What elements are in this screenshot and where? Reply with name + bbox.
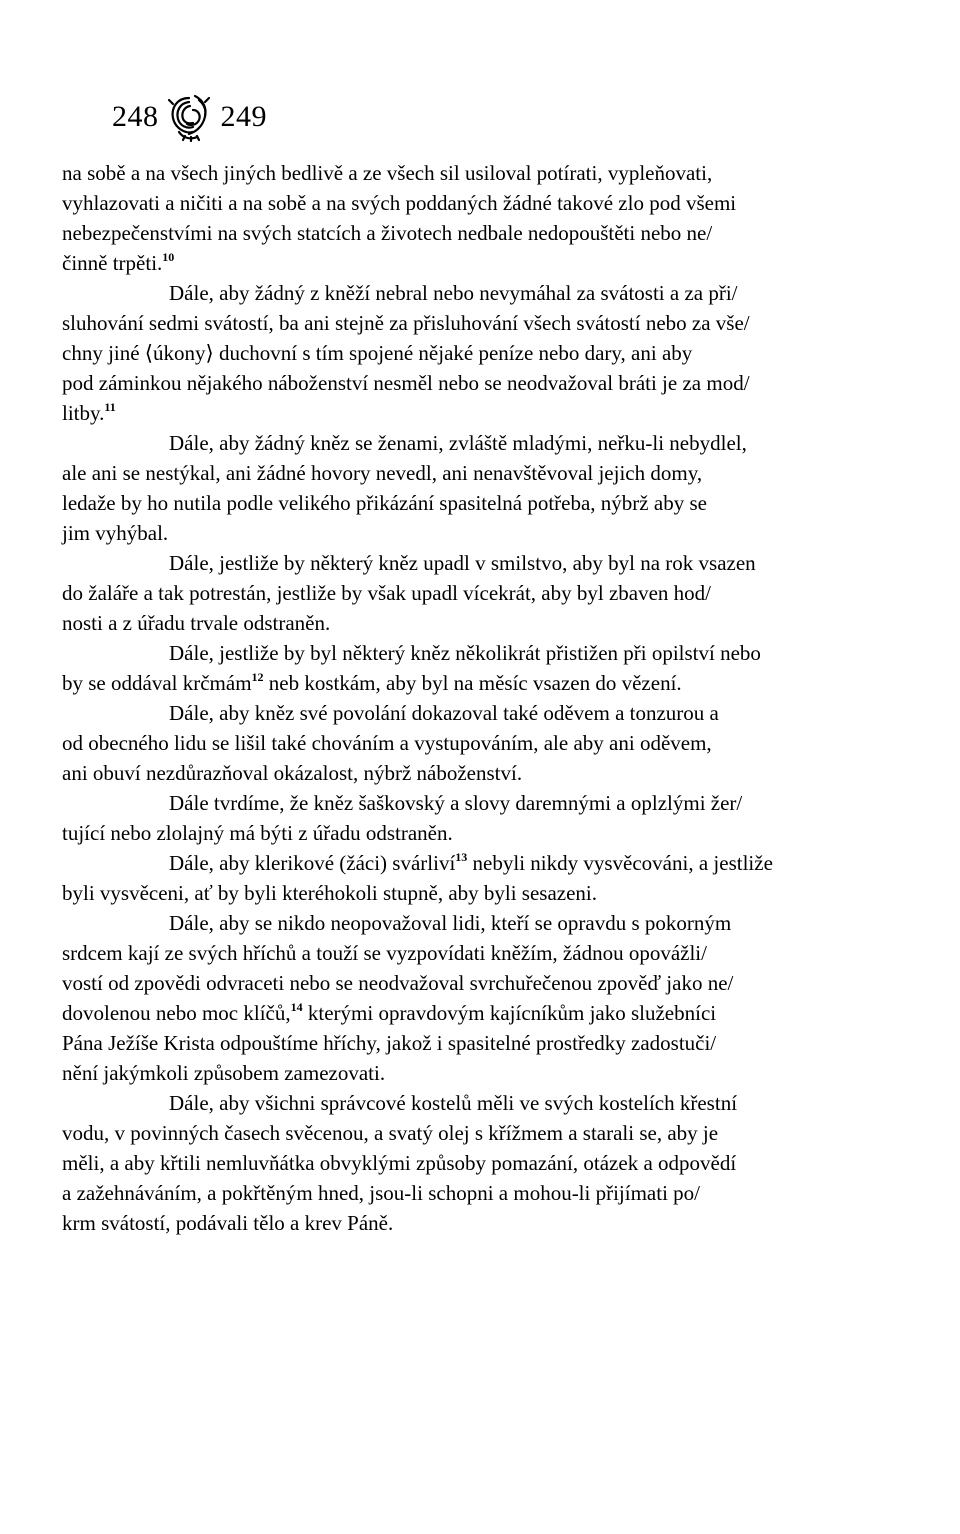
paragraph: [62, 638, 902, 698]
line-text: činně trpěti.: [62, 251, 163, 275]
line-text: vyhlazovati a ničiti a na sobě a na svých poddaných žádné takové zlo pod všemi: [62, 191, 737, 215]
line-text: Pána Ježíše Krista odpouštíme hříchy, jakož i spasitelné prostředky zadostuči/: [62, 1031, 717, 1055]
page-header: [112, 88, 902, 146]
line-text: ani obuví nezdůrazňoval okázalost, nýbrž náboženství.: [62, 761, 523, 785]
text-line: [62, 1118, 902, 1148]
paragraph: [62, 1088, 902, 1238]
text-line: [62, 158, 902, 188]
line-text: Dále, aby se nikdo neopovažoval lidi, kteří se opravdu s pokorným: [169, 911, 732, 935]
line-text: Dále, jestliže by některý kněz upadl v smilstvo, aby byl na rok vsazen: [169, 551, 756, 575]
line-text: dovolenou nebo moc klíčů,: [62, 1001, 291, 1025]
paragraph: [62, 278, 902, 428]
text-line: [62, 608, 902, 638]
text-line: [62, 1148, 902, 1178]
text-line: [62, 638, 902, 668]
line-text: litby.: [62, 401, 105, 425]
line-text: nosti a z úřadu trvale odstraněn.: [62, 611, 331, 635]
line-text: srdcem kají ze svých hříchů a touží se vyzpovídati kněžím, žádnou opovážli/: [62, 941, 707, 965]
text-line: [62, 1178, 902, 1208]
text-line: [62, 1058, 902, 1088]
text-line: [62, 218, 902, 248]
line-text: Dále, aby žádný z kněží nebral nebo nevymáhal za svátosti a za při/: [169, 281, 738, 305]
text-line: [62, 848, 902, 878]
text-line: [62, 728, 902, 758]
line-text: nění jakýmkoli způsobem zamezovati.: [62, 1061, 386, 1085]
line-text: vostí od zpovědi odvraceti nebo se neodvažoval svrchuřečenou zpověď jako ne/: [62, 971, 734, 995]
line-text: Dále, aby všichni správcové kostelů měli ve svých kostelích křestní: [169, 1091, 738, 1115]
text-line: [62, 908, 902, 938]
text-line: [62, 698, 902, 728]
line-text: chny jiné ⟨úkony⟩ duchovní s tím spojené nějaké peníze nebo dary, ani aby: [62, 341, 693, 365]
line-text: ledaže by ho nutila podle velikého přikázání spasitelná potřeba, nýbrž aby se: [62, 491, 707, 515]
text-line: [62, 548, 902, 578]
line-text: Dále, aby žádný kněz se ženami, zvláště mladými, neřku-li nebydlel,: [169, 431, 747, 455]
line-text: a zažehnáváním, a pokřtěným hned, jsou-li schopni a mohou-li přijímati po/: [62, 1181, 701, 1205]
footnote-marker: 13: [455, 850, 468, 864]
text-line: [62, 1028, 902, 1058]
body-text: [62, 158, 902, 1238]
line-text: Dále, aby kněz své povolání dokazoval také oděvem a tonzurou a: [169, 701, 719, 725]
paragraph: [62, 908, 902, 1088]
text-line: [62, 998, 902, 1028]
text-line: [62, 428, 902, 458]
text-line: [62, 878, 902, 908]
line-text: vodu, v povinných časech svěcenou, a svatý olej s křížmem a starali se, aby je: [62, 1121, 719, 1145]
text-line: [62, 488, 902, 518]
text-line: [62, 578, 902, 608]
text-line: [62, 818, 902, 848]
line-text: Dále, aby klerikové (žáci) svárliví: [169, 851, 456, 875]
paragraph: [62, 788, 902, 848]
text-line: [62, 1088, 902, 1118]
text-line: [62, 518, 902, 548]
text-line: [62, 398, 902, 428]
paragraph: [62, 428, 902, 548]
line-text: na sobě a na všech jiných bedlivě a ze všech sil usiloval potírati, vypleňovati,: [62, 161, 713, 185]
page: [62, 88, 902, 1238]
line-text-after: nebyli nikdy vysvěcováni, a jestliže: [467, 851, 773, 875]
paragraph: [62, 848, 902, 908]
footnote-marker: 11: [104, 400, 116, 414]
text-line: [62, 938, 902, 968]
page-number-left: 248: [112, 100, 159, 133]
text-line: [62, 308, 902, 338]
text-line: [62, 248, 902, 278]
text-line: [62, 668, 902, 698]
text-line: [62, 758, 902, 788]
line-text: do žaláře a tak potrestán, jestliže by však upadl vícekrát, aby byl zbaven hod/: [62, 581, 712, 605]
paragraph: [62, 548, 902, 638]
text-line: [62, 788, 902, 818]
footnote-marker: 12: [251, 670, 264, 684]
line-text: jim vyhýbal.: [62, 521, 169, 545]
line-text: nebezpečenstvími na svých statcích a životech nedbale nedopouštěti nebo ne/: [62, 221, 713, 245]
text-line: [62, 278, 902, 308]
footnote-marker: 10: [162, 250, 175, 264]
line-text: krm svátostí, podávali tělo a krev Páně.: [62, 1211, 394, 1235]
text-line: [62, 458, 902, 488]
swirl-ornament-icon: [165, 92, 213, 142]
line-text: měli, a aby křtili nemluvňátka obvyklými způsoby pomazání, otázek a odpovědí: [62, 1151, 737, 1175]
line-text: ale ani se nestýkal, ani žádné hovory nevedl, ani nenavštěvoval jejich domy,: [62, 461, 703, 485]
text-line: [62, 968, 902, 998]
page-number-right: 249: [220, 100, 267, 133]
text-line: [62, 338, 902, 368]
text-line: [62, 188, 902, 218]
line-text: Dále, jestliže by byl některý kněz několikrát přistižen při opilství nebo: [169, 641, 761, 665]
footnote-marker: 14: [290, 1000, 303, 1014]
line-text: by se oddával krčmám: [62, 671, 252, 695]
line-text: od obecného lidu se lišil také chováním a vystupováním, ale aby ani oděvem,: [62, 731, 712, 755]
paragraph: [62, 698, 902, 788]
text-line: [62, 1208, 902, 1238]
line-text: sluhování sedmi svátostí, ba ani stejně za přisluhování všech svátostí nebo za vše/: [62, 311, 750, 335]
line-text-after: neb kostkám, aby byl na měsíc vsazen do vězení.: [263, 671, 682, 695]
line-text: byli vysvěceni, ať by byli kteréhokoli stupně, aby byli sesazeni.: [62, 881, 598, 905]
paragraph: [62, 158, 902, 278]
line-text: tující nebo zlolajný má býti z úřadu odstraněn.: [62, 821, 453, 845]
text-line: [62, 368, 902, 398]
line-text: pod záminkou nějakého náboženství nesměl nebo se neodvažoval bráti je za mod/: [62, 371, 750, 395]
line-text: Dále tvrdíme, že kněz šaškovský a slovy daremnými a oplzlými žer/: [169, 791, 743, 815]
line-text-after: kterými opravdovým kajícníkům jako služebníci: [302, 1001, 717, 1025]
